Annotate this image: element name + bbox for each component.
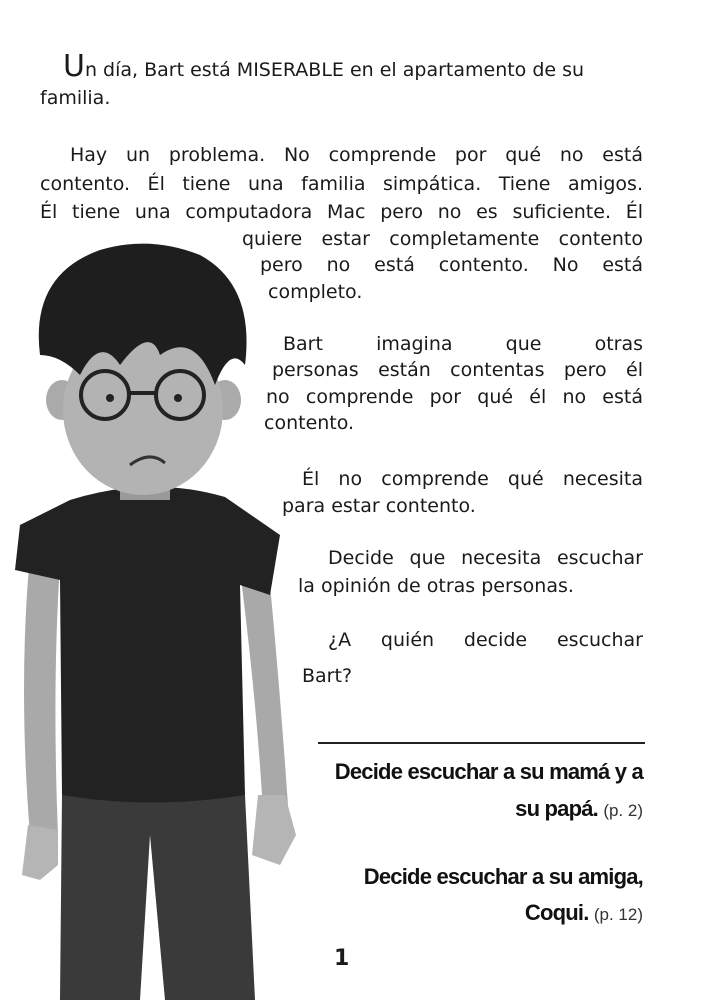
paragraph-2-line: completo. [268, 281, 363, 303]
paragraph-4-line: Él no comprende qué necesita [302, 468, 643, 490]
paragraph-4-line: para estar contento. [282, 495, 476, 517]
page-number: 1 [334, 946, 350, 971]
choice-2-line-2[interactable] [525, 900, 643, 926]
choice-text: su papá. [515, 796, 598, 821]
paragraph-3-line: contento. [264, 412, 355, 434]
divider [318, 742, 645, 744]
choice-2-line-1[interactable]: Decide escuchar a su amiga, [363, 864, 643, 889]
choice-text: Coqui. [524, 900, 589, 925]
paragraph-3-line: Bart imagina que otras [283, 333, 643, 355]
paragraph-2-line: pero no está contento. No está [260, 254, 643, 276]
paragraph-2-line: Él tiene una computadora Mac pero no es suficiente. Él [40, 201, 643, 223]
paragraph-2-line: quiere estar completamente contento [242, 228, 643, 250]
page-reference: (p. 2) [603, 801, 643, 820]
text: n día, Bart está MISERABLE en el apartamento de su [84, 59, 585, 81]
choice-1-line-2[interactable] [515, 796, 643, 822]
paragraph-5-line: la opinión de otras personas. [298, 575, 574, 597]
drop-cap: U [63, 49, 85, 84]
paragraph-5-line: Decide que necesita escuchar [328, 547, 643, 569]
paragraph-2-line: Hay un problema. No comprende por qué no está [70, 144, 643, 166]
bart-illustration [0, 235, 310, 1000]
choice-1-line-1[interactable]: Decide escuchar a su mamá y a [334, 759, 643, 784]
page-reference: (p. 12) [593, 905, 643, 924]
paragraph-6-line: ¿A quién decide escuchar [328, 629, 643, 651]
paragraph-3-line: personas están contentas pero él [272, 359, 643, 381]
paragraph-6-line: Bart? [302, 665, 353, 687]
paragraph-1-line-1 [63, 49, 585, 84]
paragraph-1-line-2: familia. [40, 87, 111, 109]
paragraph-3-line: no comprende por qué él no está [266, 386, 643, 408]
paragraph-2-line: contento. Él tiene una familia simpática. Tiene amigos. [40, 173, 643, 195]
